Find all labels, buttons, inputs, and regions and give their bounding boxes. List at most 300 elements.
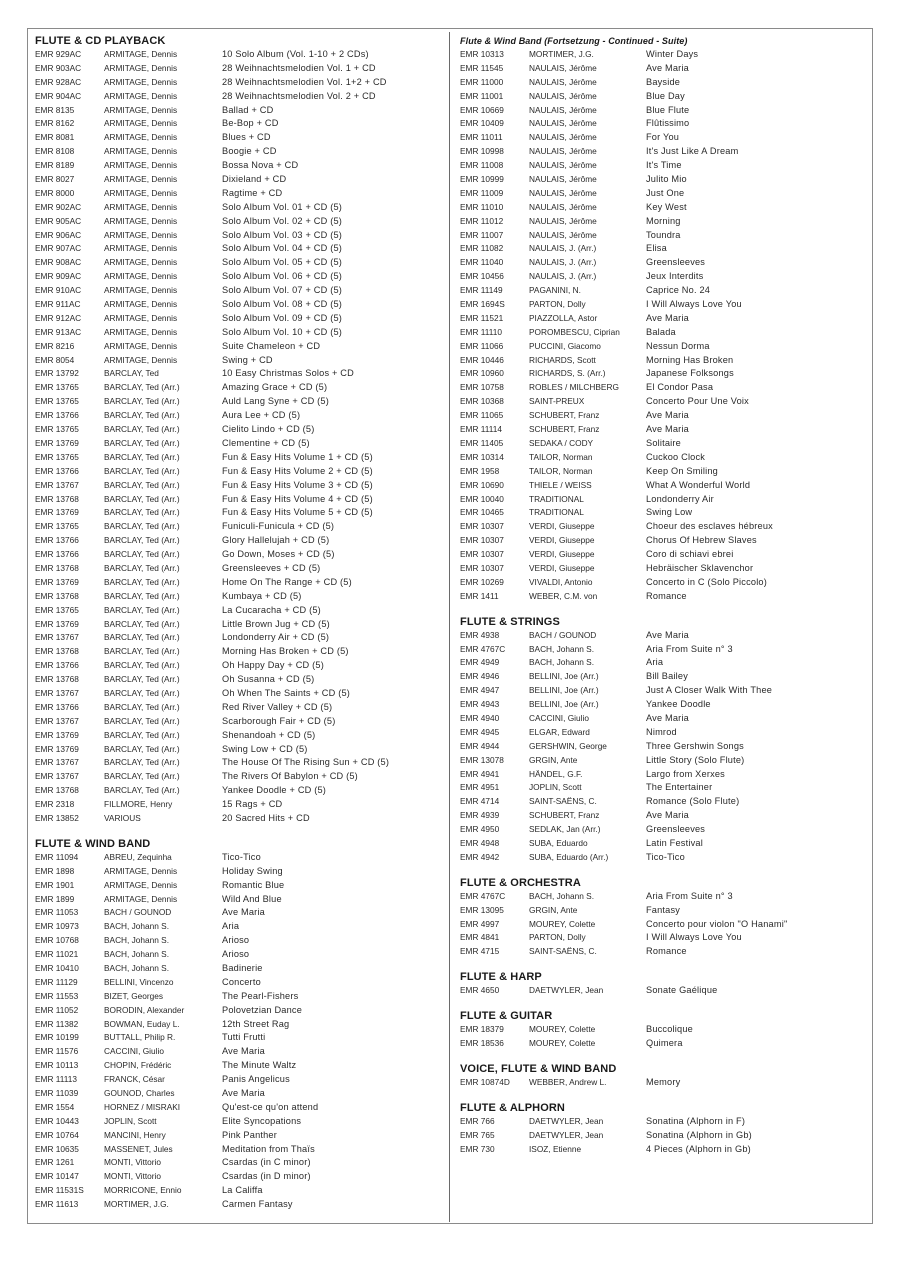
composer-name: PIAZZOLLA, Astor	[529, 312, 598, 323]
catalog-row	[35, 851, 443, 865]
catalog-row	[460, 340, 868, 354]
work-title: Tico-Tico	[222, 851, 261, 862]
composer-name: SCHUBERT, Franz	[529, 424, 600, 435]
catalog-number: EMR 10314	[460, 451, 504, 462]
catalog-row	[35, 1170, 443, 1184]
catalog-row	[35, 131, 443, 145]
composer-name: MOUREY, Colette	[529, 1024, 596, 1035]
work-title: Key West	[646, 201, 687, 212]
composer-name: VERDI, Giuseppe	[529, 521, 595, 532]
catalog-row	[35, 756, 443, 770]
catalog-number: EMR 1554	[35, 1101, 75, 1112]
catalog-row	[460, 173, 868, 187]
work-title: Ave Maria	[646, 424, 689, 435]
catalog-number: EMR 11052	[35, 1004, 79, 1015]
catalog-row	[460, 104, 868, 118]
catalog-number: EMR 2318	[35, 799, 75, 810]
composer-name: BARCLAY, Ted (Arr.)	[104, 493, 180, 504]
catalog-number: EMR 13768	[35, 646, 79, 657]
catalog-row	[35, 1101, 443, 1115]
catalog-row	[460, 90, 868, 104]
work-title: Solo Album Vol. 04 + CD (5)	[222, 243, 343, 254]
catalog-number: EMR 4767C	[460, 890, 506, 901]
composer-name: BARCLAY, Ted (Arr.)	[104, 771, 180, 782]
composer-name: ROBLES / MILCHBERG	[529, 382, 619, 393]
work-title: Glory Hallelujah + CD (5)	[222, 535, 330, 546]
catalog-number: EMR 8108	[35, 146, 75, 157]
catalog-row	[460, 534, 868, 548]
composer-name: GRGIN, Ante	[529, 754, 578, 765]
work-title: Greensleeves + CD (5)	[222, 562, 321, 573]
catalog-number: EMR 11009	[460, 187, 504, 198]
composer-name: BELLINI, Joe (Arr.)	[529, 699, 599, 710]
work-title: Home On The Range + CD (5)	[222, 576, 352, 587]
catalog-row	[35, 479, 443, 493]
composer-name: MOUREY, Colette	[529, 918, 596, 929]
composer-name: NAULAIS, Jérôme	[529, 146, 597, 157]
composer-name: NAULAIS, Jérôme	[529, 76, 597, 87]
work-title: Wild And Blue	[222, 893, 282, 904]
catalog-row	[460, 298, 868, 312]
composer-name: ARMITAGE, Dennis	[104, 90, 178, 101]
section-heading: FLUTE & GUITAR	[460, 1010, 553, 1023]
catalog-row	[35, 48, 443, 62]
catalog-number: EMR 13765	[35, 604, 79, 615]
work-title: Latin Festival	[646, 837, 703, 848]
composer-name: THIELE / WEISS	[529, 479, 592, 490]
work-title: Caprice No. 24	[646, 285, 711, 296]
composer-name: VARIOUS	[104, 812, 141, 823]
catalog-row	[460, 1076, 868, 1090]
composer-name: BARCLAY, Ted	[104, 368, 159, 379]
catalog-row	[460, 76, 868, 90]
composer-name: BARCLAY, Ted (Arr.)	[104, 521, 180, 532]
composer-name: ARMITAGE, Dennis	[104, 879, 178, 890]
catalog-number: EMR 18379	[460, 1024, 504, 1035]
catalog-row	[35, 1156, 443, 1170]
catalog-number: EMR 13768	[35, 493, 79, 504]
work-title: Julito Mio	[646, 174, 687, 185]
right-column	[460, 34, 868, 1167]
composer-name: HÄNDEL, G.F.	[529, 768, 583, 779]
work-title: Go Down, Moses + CD (5)	[222, 549, 335, 560]
section-flute-strings	[460, 615, 868, 865]
work-title: Chorus Of Hebrew Slaves	[646, 535, 757, 546]
catalog-number: EMR 13769	[35, 437, 79, 448]
catalog-number: EMR 10960	[460, 368, 504, 379]
composer-name: ARMITAGE, Dennis	[104, 49, 178, 59]
work-title: Londonderry Air	[646, 493, 714, 504]
work-title: Fun & Easy Hits Volume 2 + CD (5)	[222, 465, 373, 476]
catalog-row	[35, 784, 443, 798]
composer-name: BACH, Johann S.	[104, 949, 170, 960]
work-title: Auld Lang Syne + CD (5)	[222, 396, 329, 407]
composer-name: ARMITAGE, Dennis	[104, 160, 178, 171]
catalog-row	[460, 215, 868, 229]
composer-name: NAULAIS, Jérôme	[529, 187, 597, 198]
catalog-number: EMR 1411	[460, 590, 499, 601]
work-title: Three Gershwin Songs	[646, 740, 744, 751]
catalog-number: EMR 765	[460, 1129, 495, 1140]
catalog-number: EMR 8027	[35, 174, 75, 185]
work-title: 15 Rags + CD	[222, 799, 283, 810]
composer-name: MANCINI, Henry	[104, 1129, 166, 1140]
composer-name: BARCLAY, Ted (Arr.)	[104, 674, 180, 685]
catalog-row	[35, 506, 443, 520]
catalog-number: EMR 8189	[35, 160, 75, 171]
composer-name: FRANCK, César	[104, 1074, 165, 1085]
composer-name: PUCCINI, Giacomo	[529, 340, 601, 351]
catalog-row	[460, 493, 868, 507]
catalog-row	[460, 698, 868, 712]
catalog-row	[460, 768, 868, 782]
section-flute-guitar	[460, 1009, 868, 1051]
catalog-row	[35, 576, 443, 590]
catalog-row	[460, 684, 868, 698]
catalog-number: EMR 10307	[460, 562, 504, 573]
work-title: Arioso	[222, 935, 250, 946]
catalog-number: EMR 4997	[460, 918, 500, 929]
catalog-number: EMR 11010	[460, 201, 504, 212]
catalog-row	[35, 520, 443, 534]
catalog-row	[35, 354, 443, 368]
composer-name: NAULAIS, J. (Arr.)	[529, 257, 597, 268]
catalog-number: EMR 10999	[460, 174, 504, 185]
composer-name: MONTI, Vittorio	[104, 1157, 162, 1168]
catalog-number: EMR 13768	[35, 590, 79, 601]
catalog-row	[460, 48, 868, 62]
catalog-number: EMR 11012	[460, 215, 504, 226]
composer-name: BARCLAY, Ted (Arr.)	[104, 743, 180, 754]
composer-name: BARCLAY, Ted (Arr.)	[104, 451, 180, 462]
work-title: Fun & Easy Hits Volume 4 + CD (5)	[222, 493, 373, 504]
composer-name: NAULAIS, Jérôme	[529, 215, 597, 226]
work-title: Fun & Easy Hits Volume 1 + CD (5)	[222, 451, 373, 462]
composer-name: NAULAIS, Jérôme	[529, 118, 597, 129]
catalog-number: EMR 11531S	[35, 1185, 84, 1196]
composer-name: NAULAIS, Jérôme	[529, 104, 597, 115]
column-divider	[449, 32, 450, 1222]
catalog-number: EMR 11576	[35, 1046, 79, 1057]
composer-name: BARCLAY, Ted (Arr.)	[104, 396, 180, 407]
catalog-row	[460, 670, 868, 684]
composer-name: ARMITAGE, Dennis	[104, 893, 178, 904]
catalog-number: EMR 4946	[460, 671, 500, 682]
composer-name: BARCLAY, Ted (Arr.)	[104, 590, 180, 601]
work-title: The Entertainer	[646, 782, 713, 793]
work-title: Solo Album Vol. 06 + CD (5)	[222, 271, 343, 282]
catalog-row	[35, 187, 443, 201]
work-title: Meditation from Thaïs	[222, 1143, 315, 1154]
composer-name: JOPLIN, Scott	[104, 1115, 157, 1126]
catalog-number: EMR 8162	[35, 118, 75, 129]
work-title: Ballad + CD	[222, 104, 274, 115]
catalog-row	[460, 284, 868, 298]
work-title: Ave Maria	[222, 1046, 265, 1057]
catalog-row	[35, 934, 443, 948]
composer-name: BARCLAY, Ted (Arr.)	[104, 549, 180, 560]
catalog-row	[35, 117, 443, 131]
section-heading: VOICE, FLUTE & WIND BAND	[460, 1062, 617, 1075]
catalog-number: EMR 911AC	[35, 299, 81, 310]
work-title: Sonate Gaélique	[646, 985, 718, 996]
work-title: Greensleeves	[646, 257, 706, 268]
composer-name: ARMITAGE, Dennis	[104, 229, 178, 240]
composer-name: CACCINI, Giulio	[104, 1046, 164, 1057]
catalog-row	[35, 879, 443, 893]
catalog-number: EMR 4943	[460, 699, 500, 710]
work-title: Greensleeves	[646, 824, 706, 835]
catalog-row	[460, 629, 868, 643]
catalog-number: EMR 11113	[35, 1074, 77, 1085]
catalog-row	[35, 590, 443, 604]
work-title: Romance	[646, 946, 687, 957]
catalog-row	[35, 865, 443, 879]
composer-name: BACH, Johann S.	[529, 643, 595, 654]
catalog-row	[35, 673, 443, 687]
section-flute-cd-playback	[35, 34, 443, 826]
catalog-number: EMR 13769	[35, 576, 79, 587]
catalog-number: EMR 13768	[35, 785, 79, 796]
composer-name: TRADITIONAL	[529, 507, 584, 518]
composer-name: SCHUBERT, Franz	[529, 810, 600, 821]
work-title: Concerto pour violon "O Hanami"	[646, 918, 788, 929]
composer-name: ARMITAGE, Dennis	[104, 243, 178, 254]
work-title: Romance (Solo Flute)	[646, 796, 740, 807]
composer-name: CHOPIN, Frédéric	[104, 1060, 172, 1071]
catalog-number: EMR 912AC	[35, 312, 82, 323]
catalog-row	[460, 256, 868, 270]
catalog-row	[460, 423, 868, 437]
catalog-row	[35, 1143, 443, 1157]
work-title: Fun & Easy Hits Volume 5 + CD (5)	[222, 507, 373, 518]
work-title: Aura Lee + CD (5)	[222, 410, 301, 421]
catalog-number: EMR 10147	[35, 1171, 79, 1182]
catalog-row	[35, 1198, 443, 1212]
catalog-row	[35, 367, 443, 381]
composer-name: ARMITAGE, Dennis	[104, 257, 178, 268]
catalog-row	[35, 548, 443, 562]
catalog-number: EMR 13792	[35, 368, 79, 379]
work-title: Bayside	[646, 76, 681, 87]
catalog-number: EMR 11053	[35, 907, 79, 918]
catalog-number: EMR 13095	[460, 904, 504, 915]
catalog-row	[35, 798, 443, 812]
catalog-number: EMR 13766	[35, 701, 79, 712]
work-title: Sonatina (Alphorn in F)	[646, 1115, 746, 1126]
catalog-number: EMR 928AC	[35, 76, 82, 87]
catalog-number: EMR 18536	[460, 1038, 504, 1048]
composer-name: TAILOR, Norman	[529, 451, 593, 462]
catalog-row	[460, 562, 868, 576]
composer-name: ARMITAGE, Dennis	[104, 340, 178, 351]
composer-name: RICHARDS, S. (Arr.)	[529, 368, 606, 379]
work-title: Elite Syncopations	[222, 1115, 302, 1126]
composer-name: ABREU, Zequinha	[104, 851, 172, 862]
composer-name: ARMITAGE, Dennis	[104, 118, 178, 129]
catalog-row	[35, 493, 443, 507]
catalog-row	[35, 340, 443, 354]
work-title: 28 Weihnachtsmelodien Vol. 1 + CD	[222, 62, 376, 73]
composer-name: BACH, Johann S.	[529, 657, 595, 668]
work-title: Scarborough Fair + CD (5)	[222, 715, 336, 726]
section-voice-flute-wind-band	[460, 1062, 868, 1090]
work-title: 4 Pieces (Alphorn in Gb)	[646, 1143, 751, 1154]
catalog-row	[35, 770, 443, 784]
composer-name: SAINT-SAËNS, C.	[529, 796, 597, 807]
composer-name: BARCLAY, Ted (Arr.)	[104, 701, 180, 712]
composer-name: ARMITAGE, Dennis	[104, 354, 178, 365]
work-title: I Will Always Love You	[646, 299, 742, 310]
catalog-row	[460, 506, 868, 520]
work-title: Aria	[646, 657, 664, 668]
work-title: Quimera	[646, 1038, 683, 1048]
work-title: Ave Maria	[222, 907, 265, 918]
catalog-row	[35, 631, 443, 645]
composer-name: VERDI, Giuseppe	[529, 549, 595, 560]
catalog-row	[460, 145, 868, 159]
work-title: 28 Weihnachtsmelodien Vol. 2 + CD	[222, 90, 376, 101]
catalog-row	[460, 904, 868, 918]
catalog-row	[460, 1115, 868, 1129]
catalog-row	[460, 1143, 868, 1157]
work-title: Solitaire	[646, 437, 681, 448]
composer-name: BARCLAY, Ted (Arr.)	[104, 715, 180, 726]
work-title: Blue Day	[646, 90, 685, 101]
catalog-row	[460, 201, 868, 215]
catalog-row	[460, 837, 868, 851]
catalog-number: EMR 13767	[35, 715, 79, 726]
work-title: Csardas (in C minor)	[222, 1157, 311, 1168]
catalog-number: EMR 10764	[35, 1129, 79, 1140]
work-title: Romance	[646, 590, 687, 601]
catalog-number: EMR 910AC	[35, 285, 82, 296]
catalog-number: EMR 11001	[460, 90, 504, 101]
work-title: Oh Happy Day + CD (5)	[222, 660, 324, 671]
section-heading: FLUTE & HARP	[460, 971, 542, 984]
composer-name: WEBBER, Andrew L.	[529, 1076, 607, 1087]
catalog-number: EMR 1261	[35, 1157, 75, 1168]
composer-name: BARCLAY, Ted (Arr.)	[104, 618, 180, 629]
catalog-number: EMR 8000	[35, 187, 75, 198]
catalog-row	[460, 1129, 868, 1143]
catalog-row	[460, 62, 868, 76]
work-title: Bossa Nova + CD	[222, 160, 299, 171]
catalog-number: EMR 11545	[460, 62, 504, 73]
catalog-number: EMR 13765	[35, 424, 79, 435]
catalog-row	[35, 104, 443, 118]
work-title: Be-Bop + CD	[222, 118, 279, 129]
catalog-number: EMR 904AC	[35, 90, 82, 101]
catalog-number: EMR 8054	[35, 354, 75, 365]
work-title: Flûtissimo	[646, 118, 690, 129]
catalog-number: EMR 13852	[35, 812, 79, 823]
composer-name: SUBA, Eduardo	[529, 837, 588, 848]
work-title: Just A Closer Walk With Thee	[646, 685, 773, 696]
catalog-row	[460, 395, 868, 409]
catalog-number: EMR 13765	[35, 451, 79, 462]
work-title: Ave Maria	[646, 712, 689, 723]
catalog-row	[35, 256, 443, 270]
composer-name: GRGIN, Ante	[529, 904, 578, 915]
catalog-row	[35, 1087, 443, 1101]
composer-name: ARMITAGE, Dennis	[104, 299, 178, 310]
work-title: Toundra	[646, 229, 681, 240]
catalog-number: EMR 4945	[460, 726, 500, 737]
composer-name: SAINT-SAËNS, C.	[529, 946, 597, 957]
work-title: For You	[646, 132, 680, 143]
catalog-row	[35, 395, 443, 409]
composer-name: ISOZ, Etienne	[529, 1143, 582, 1154]
catalog-number: EMR 4949	[460, 657, 500, 668]
work-title: Solo Album Vol. 05 + CD (5)	[222, 257, 343, 268]
catalog-number: EMR 11066	[460, 340, 504, 351]
composer-name: BACH, Johann S.	[104, 921, 170, 932]
work-title: Carmen Fantasy	[222, 1199, 293, 1210]
composer-name: SEDLAK, Jan (Arr.)	[529, 824, 601, 835]
catalog-row	[35, 298, 443, 312]
catalog-number: EMR 1694S	[460, 299, 505, 310]
composer-name: VERDI, Giuseppe	[529, 535, 595, 546]
work-title: Cielito Lindo + CD (5)	[222, 424, 315, 435]
catalog-row	[35, 242, 443, 256]
composer-name: BELLINI, Joe (Arr.)	[529, 685, 599, 696]
work-title: Solo Album Vol. 08 + CD (5)	[222, 299, 343, 310]
composer-name: HORNEZ / MISRAKI	[104, 1101, 181, 1112]
catalog-number: EMR 4939	[460, 810, 500, 821]
work-title: Boogie + CD	[222, 146, 277, 157]
composer-name: NAULAIS, Jérôme	[529, 229, 597, 240]
catalog-row	[35, 159, 443, 173]
section-flute-alphorn	[460, 1101, 868, 1157]
left-column	[35, 34, 443, 1223]
work-title: Elisa	[646, 243, 667, 254]
work-title: Yankee Doodle	[646, 699, 711, 710]
work-title: Solo Album Vol. 01 + CD (5)	[222, 201, 343, 212]
composer-name: BARCLAY, Ted (Arr.)	[104, 410, 180, 421]
catalog-number: EMR 10973	[35, 921, 79, 932]
work-title: Fun & Easy Hits Volume 3 + CD (5)	[222, 479, 373, 490]
composer-name: BARCLAY, Ted (Arr.)	[104, 785, 180, 796]
composer-name: MONTI, Vittorio	[104, 1171, 162, 1182]
catalog-row	[460, 242, 868, 256]
catalog-number: EMR 11011	[460, 132, 503, 143]
catalog-number: EMR 906AC	[35, 229, 82, 240]
catalog-row	[35, 743, 443, 757]
composer-name: SCHUBERT, Franz	[529, 410, 600, 421]
work-title: Clementine + CD (5)	[222, 437, 310, 448]
catalog-row	[35, 1045, 443, 1059]
catalog-row	[35, 920, 443, 934]
catalog-number: EMR 10758	[460, 382, 504, 393]
work-title: Suite Chameleon + CD	[222, 340, 321, 351]
work-title: Largo from Xerxes	[646, 768, 725, 779]
catalog-number: EMR 11110	[460, 326, 502, 337]
composer-name: SAINT-PREUX	[529, 396, 585, 407]
catalog-number: EMR 10313	[460, 49, 504, 59]
composer-name: BARCLAY, Ted (Arr.)	[104, 729, 180, 740]
work-title: La Califfa	[222, 1185, 263, 1196]
composer-name: BACH, Johann S.	[104, 935, 170, 946]
work-title: Arioso	[222, 949, 250, 960]
catalog-row	[460, 890, 868, 904]
catalog-number: EMR 8216	[35, 340, 75, 351]
catalog-row	[35, 1129, 443, 1143]
catalog-row	[460, 367, 868, 381]
catalog-row	[460, 781, 868, 795]
catalog-number: EMR 11382	[35, 1018, 79, 1029]
work-title: Morning Has Broken + CD (5)	[222, 646, 349, 657]
